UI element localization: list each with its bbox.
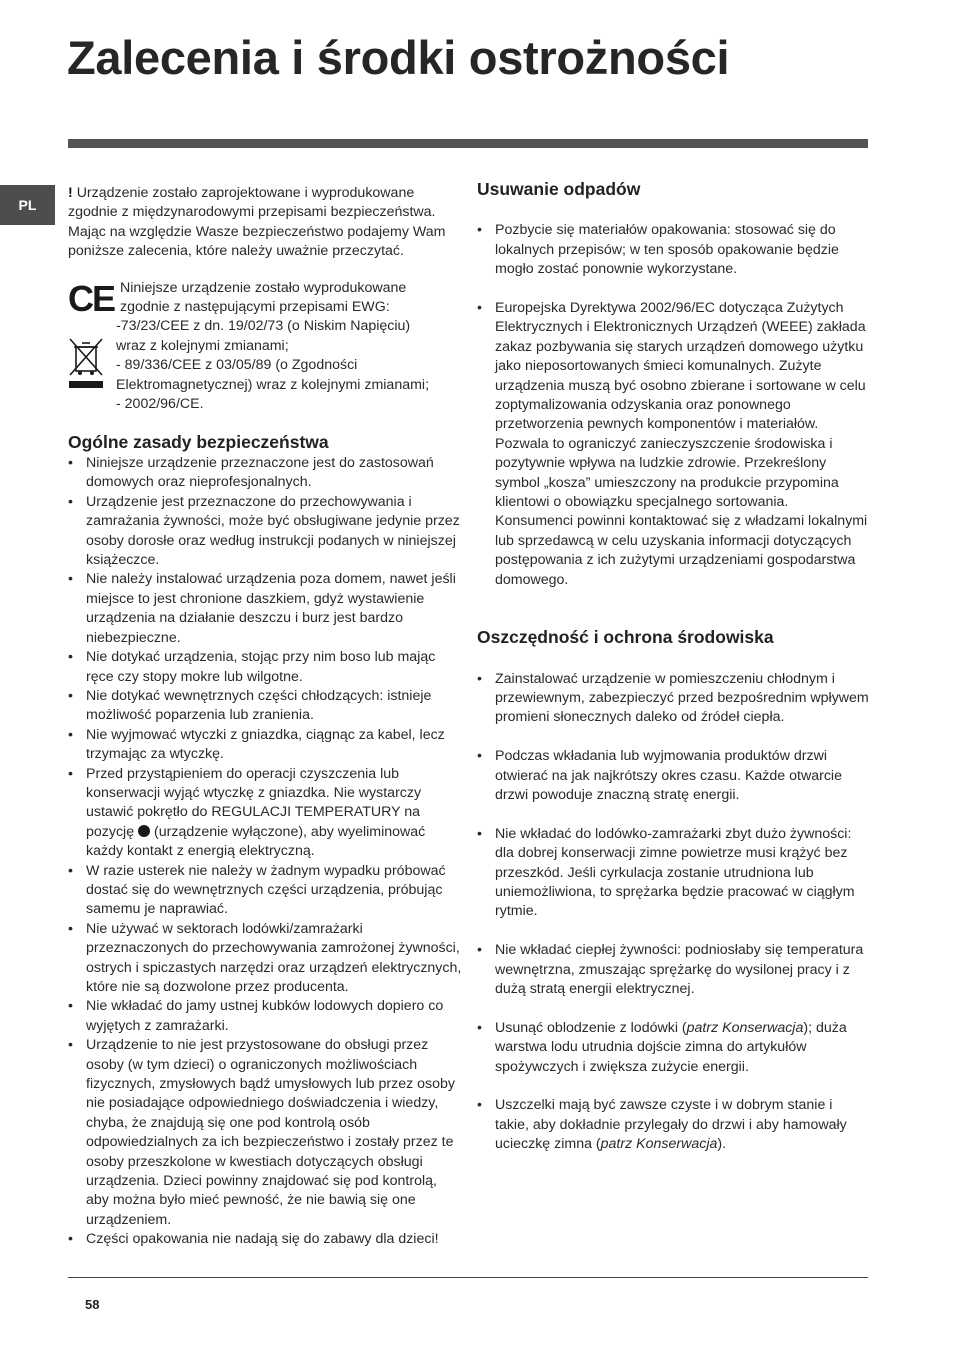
list-item: [68, 765, 463, 862]
list-item-text: Przed przystąpieniem do operacji czyszczenia lub konserwacji wyjąć wtyczkę z gniazdka. Nie wystarczy ustawić pokrętło do REGULACJI TEMPERATURY na pozycję: [86, 765, 422, 840]
compliance-line: zgodnie z następującymi przepisami EWG:: [120, 299, 390, 316]
list-item: • Niniejsze urządzenie przeznaczone jest do zastosowań domowych oraz nieprofesjonalnych.: [68, 454, 463, 493]
off-position-icon: [138, 825, 150, 837]
list-item: • Nie należy instalować urządzenia poza domem, nawet jeśli miejsce to jest chronione daszkiem, gdyż wystawienie urządzenia na działanie deszczu i burz jest bardzo niebezpieczne.: [68, 570, 463, 648]
right-column: [477, 180, 869, 1155]
intro-paragraph: [68, 184, 463, 262]
list-item: [477, 299, 869, 590]
compliance-line: -73/23/CEE z dn. 19/02/73 (o Niskim Napięciu): [116, 318, 411, 335]
compliance-line: - 89/336/CEE z 03/05/89 (o Zgodności: [116, 357, 358, 374]
list-item: • Nie wkładać do jamy ustnej kubków lodowych dopiero co wyjętych z zamrażarki.: [68, 997, 463, 1036]
crossed-bin-icon: [68, 337, 104, 389]
list-item: • Zainstalować urządzenie w pomieszczeniu chłodnym i przewiewnym, zabezpieczyć przed bezpośrednim wpływem promieni słonecznych daleko od źródeł ciepła.: [477, 670, 869, 728]
list-item: • Urządzenie jest przeznaczone do przechowywania i zamrażania żywności, może być obsługiwane jedynie przez osoby dorosłe oraz według instrukcji podanych w niniejszej książeczce.: [68, 493, 463, 571]
compliance-line: wraz z kolejnymi zmianami;: [116, 337, 289, 354]
list-item-text: ); duża warstwa lodu utrudnia dojście zimna do artykułów spożywczych i zwiększa zużycie energii.: [495, 1019, 847, 1075]
list-item: [477, 1019, 869, 1077]
footer-rule: [68, 1277, 868, 1278]
list-item: • Podczas wkładania lub wyjmowania produktów drzwi otwierać na jak najkrótszy okres czasu. Każde otwarcie drzwi powoduje znaczną stratę energii.: [477, 747, 869, 805]
list-item: • W razie usterek nie należy w żadnym wypadku próbować dostać się do wewnętrznych części urządzenia, próbując samemu je naprawiać.: [68, 862, 463, 920]
disposal-list: [477, 221, 869, 590]
page-title: Zalecenia i środki ostrożności: [67, 31, 730, 84]
environment-heading: Oszczędność i ochrona środowiska: [477, 627, 774, 648]
list-item-text: Usunąć oblodzenie z lodówki (: [495, 1019, 687, 1036]
compliance-line: Elektromagnetycznej) wraz z kolejnymi zmianami;: [116, 376, 430, 393]
list-item: • Nie dotykać urządzenia, stojąc przy nim boso lub mając ręce czy stopy mokre lub wilgotne.: [68, 648, 463, 687]
environment-list: [477, 670, 869, 1155]
ce-mark-icon: CE: [68, 277, 115, 319]
list-item: • Urządzenie to nie jest przystosowane do obsługi przez osoby (w tym dzieci) o ograniczonych możliwościach fizycznych, zmysłowych bądź umysłowych lub przez osoby nie posiadające odpowiedniego doświadczenia i wiedzy, chyba, że znajdują się one pod kontrolą osób odpowiedzialnych za ich bezpieczeństwo i zostały przez te osoby przeszkolone w kwestiach dotyczących obsługi urządzenia. Dzieci powinny znajdować się pod kontrolą, aby można było mieć pewność, że nie bawią się one urządzeniem.: [68, 1036, 463, 1230]
list-item-text: Uszczelki mają być zawsze czyste i w dobrym stanie i takie, aby dokładnie przylegały do drzwi i aby hamowały ucieczkę zimna (: [495, 1097, 847, 1153]
compliance-block: [68, 279, 463, 415]
left-column: [68, 184, 463, 1250]
list-item: • Nie używać w sektorach lodówki/zamrażarki przeznaczonych do przechowywania zamrożonej żywności, ostrych i spiczastych narzędzi oraz urządzeń elektrycznych, które nie są dozwolone przez producenta.: [68, 920, 463, 998]
warning-mark: !: [68, 185, 73, 201]
intro-text: Urządzenie zostało zaprojektowane i wyprodukowane zgodnie z międzynarodowymi przepisami bezpieczeństwa. Mając na względzie Wasze bezpieczeństwo podajemy Wam poniższe zalecenia, które należy uważnie przeczytać.: [68, 185, 446, 260]
list-item: • Części opakowania nie nadają się do zabawy dla dzieci!: [68, 1230, 463, 1249]
list-item-text: Europejska Dyrektywa 2002/96/EC dotycząca Zużytych Elektrycznych i Elektronicznych Urządzeń (WEEE) zakłada zakaz pozbywania się starych urządzeń domowego użytku jako nieposortowanych śmieci komunalnych. Zużyte urządzenia muszą być osobno zbierane i sortowane w celu zoptymalizowania odzyskania oraz ponownego przetworzenia pewnych komponentów i materiałów. Pozwala to ograniczyć zanieczyszczenie środowiska i pozytywnie wpływa na ludzkie zdrowie. Przekreślony symbol „kosza” umieszczony na produkcie przypomina klientowi o obowiązku specjalnego sortowania.: [495, 300, 866, 511]
page-number: 58: [85, 1297, 100, 1312]
list-item: [477, 1096, 869, 1154]
compliance-text: [116, 279, 466, 415]
language-tab: PL: [0, 185, 55, 225]
compliance-line: - 2002/96/CE.: [116, 396, 204, 413]
safety-heading: Ogólne zasady bezpieczeństwa: [68, 431, 329, 452]
list-item: • Nie wkładać ciepłej żywności: podniosłaby się temperatura wewnętrzna, zmuszając sprężarkę do wysilonej pracy i z dużą stratą energii elektrycznej.: [477, 941, 869, 999]
list-item-text: ).: [717, 1136, 727, 1153]
list-item: • Nie wkładać do lodówko-zamrażarki zbyt dużo żywności: dla dobrej konserwacji zimne powietrze musi krążyć bez przeszkód. Jeśli cyrkulacja zostanie utrudniona lub uniemożliwiona, to sprężarka będzie pracować w ciągłym rytmie.: [477, 825, 869, 922]
list-item: • Pozbycie się materiałów opakowania: stosować się do lokalnych przepisów; w ten sposób opakowanie będzie mogło zostać ponownie wykorzystane.: [477, 221, 869, 279]
list-item-text: (urządzenie wyłączone), aby wyeliminować każdy kontakt z energią elektryczną.: [86, 823, 426, 860]
cross-reference: patrz Konserwacja: [600, 1136, 718, 1153]
list-item: • Nie dotykać wewnętrznych części chłodzących: istnieje możliwość poparzenia lub zranienia.: [68, 687, 463, 726]
disposal-heading: Usuwanie odpadów: [477, 179, 641, 199]
compliance-line: Niniejsze urządzenie zostało wyprodukowane: [120, 279, 407, 296]
header-rule: [68, 139, 868, 148]
list-item-text: Konsumenci powinni kontaktować się z władzami lokalnymi lub sprzedawcą w celu uzyskania informacji dotyczących postępowania z ich zużytymi urządzeniami gospodarstwa domowego.: [495, 513, 868, 588]
safety-list: [68, 454, 463, 1250]
list-item: • Nie wyjmować wtyczki z gniazdka, ciągnąc za kabel, lecz trzymając za wtyczkę.: [68, 726, 463, 765]
cross-reference: patrz Konserwacja: [686, 1019, 804, 1036]
